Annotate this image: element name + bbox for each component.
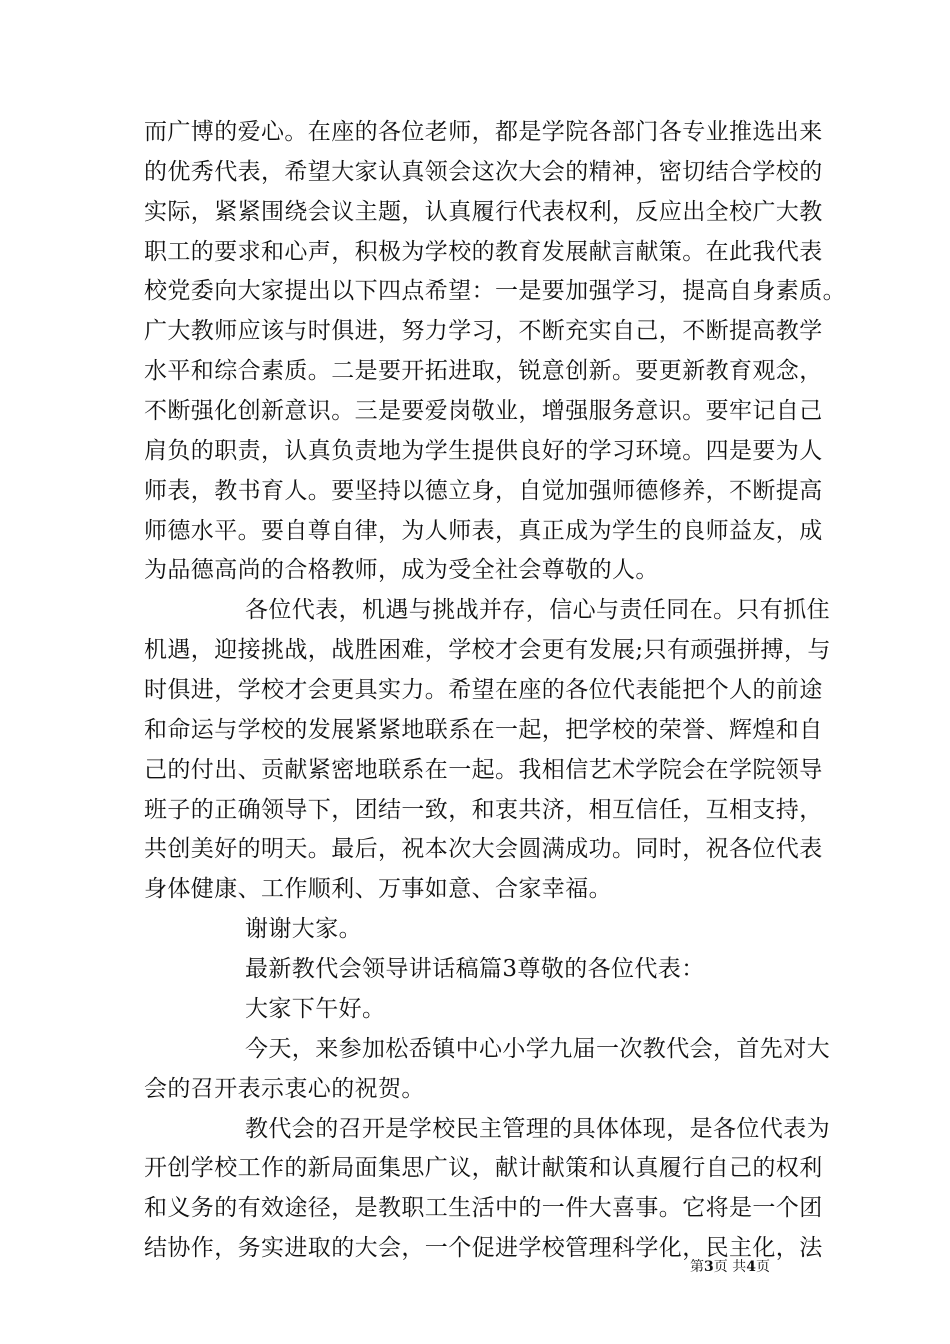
paragraph-start-line: 今天，来参加松岙镇中心小学九届一次教代会，首先对大: [245, 1036, 830, 1062]
text-line: 肩负的职责，认真负责地为学生提供良好的学习环境。四是要为人: [144, 438, 823, 464]
text-line: 开创学校工作的新局面集思广议，献计献策和认真履行自己的权利: [144, 1155, 823, 1181]
footer-middle: 页 共: [713, 1259, 747, 1275]
text-line: 和命运与学校的发展紧紧地联系在一起，把学校的荣誉、辉煌和自: [144, 717, 823, 743]
text-line: 会的召开表示衷心的祝贺。: [144, 1076, 425, 1102]
text-line: 广大教师应该与时俱进，努力学习，不断充实自己，不断提高教学: [144, 318, 823, 344]
text-line: 不断强化创新意识。三是要爱岗敬业，增强服务意识。要牢记自己: [144, 398, 823, 424]
paragraph-start-line: 教代会的召开是学校民主管理的具体体现，是各位代表为: [245, 1116, 830, 1142]
text-line: 而广博的爱心。在座的各位老师，都是学院各部门各专业推选出来: [144, 119, 823, 145]
footer-suffix: 页: [755, 1259, 770, 1275]
paragraph-start-line: 各位代表，机遇与挑战并存，信心与责任同在。只有抓住: [245, 597, 830, 623]
text-line: 身体健康、工作顺利、万事如意、合家幸福。: [144, 876, 612, 902]
section-heading: 最新教代会领导讲话稿篇3尊敬的各位代表：: [245, 956, 705, 982]
text-line: 机遇，迎接挑战，战胜困难，学校才会更有发展;只有顽强拼搏，与: [144, 637, 831, 663]
text-line: 己的付出、贡献紧密地联系在一起。我相信艺术学院会在学院领导: [144, 757, 823, 783]
text-line: 师德水平。要自尊自律，为人师表，真正成为学生的良师益友，成: [144, 518, 823, 544]
footer-total-pages: 4: [746, 1259, 756, 1275]
text-line: 和义务的有效途径，是教职工生活中的一件大喜事。它将是一个团: [144, 1195, 823, 1221]
text-line: 结协作，务实进取的大会，一个促进学校管理科学化，民主化，法: [144, 1235, 823, 1261]
paragraph-start-line: 谢谢大家。: [245, 916, 362, 942]
text-line: 水平和综合素质。二是要开拓进取，锐意创新。要更新教育观念，: [144, 358, 823, 384]
footer-current-page: 3: [704, 1259, 714, 1275]
text-line: 时俱进，学校才会更具实力。希望在座的各位代表能把个人的前途: [144, 677, 823, 703]
text-line: 的优秀代表，希望大家认真领会这次大会的精神，密切结合学校的: [144, 159, 823, 185]
text-line: 师表，教书育人。要坚持以德立身，自觉加强师德修养，不断提高: [144, 478, 823, 504]
text-line: 班子的正确领导下，团结一致，和衷共济，相互信任，互相支持，: [144, 797, 823, 823]
text-line: 实际，紧紧围绕会议主题，认真履行代表权利，反应出全校广大教: [144, 199, 823, 225]
page-number-footer: [690, 1258, 770, 1276]
text-line: 共创美好的明天。最后，祝本次大会圆满成功。同时，祝各位代表: [144, 836, 823, 862]
text-line: 为品德高尚的合格教师，成为受全社会尊敬的人。: [144, 557, 659, 583]
footer-prefix: 第: [690, 1259, 704, 1275]
text-line: 校党委向大家提出以下四点希望：一是要加强学习，提高自身素质。: [144, 278, 846, 304]
text-line: 职工的要求和心声，积极为学校的教育发展献言献策。在此我代表: [144, 239, 823, 265]
paragraph-start-line: 大家下午好。: [245, 996, 386, 1022]
